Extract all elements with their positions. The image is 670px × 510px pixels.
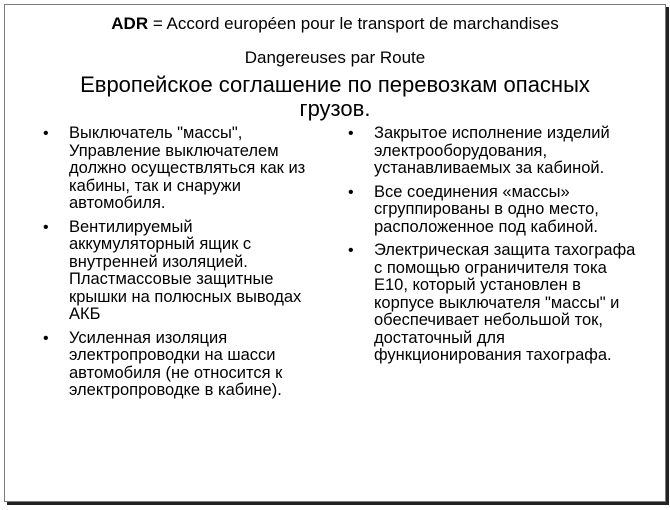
slide xyxy=(4,4,666,502)
right-bullet-list xyxy=(344,125,636,371)
list-item-text: Вентилируемый аккумуляторный ящик с внутренней изоляцией. Пластмассовые защитные крышки на полюсных выводах АКБ xyxy=(69,217,302,323)
list-item xyxy=(344,242,636,365)
list-item xyxy=(39,330,321,400)
bullet-icon: • xyxy=(348,183,354,201)
title-line-2: Dangereuses par Route xyxy=(244,48,426,67)
list-item xyxy=(344,125,636,178)
list-item-text: Выключатель "массы", Управление выключателем должно осуществляться как из кабины, так и снаружи автомобиля. xyxy=(69,124,306,212)
list-item-text: Усиленная изоляция электропроводки на шасси автомобиля (не относится к электропроводке в кабине). xyxy=(69,328,283,399)
title-line-1-text: = Accord européen pour le transport de marchandises xyxy=(148,14,559,33)
bullet-icon: • xyxy=(43,218,49,236)
list-item xyxy=(344,184,636,237)
list-item-text: Электрическая защита тахографа с помощью ограничителя тока E10, который установлен в корпусе выключателя "массы" и обеспечивает небольшой ток, достаточный для функционирования тахографа. xyxy=(374,241,636,364)
list-item xyxy=(39,125,321,213)
bullet-icon: • xyxy=(348,242,354,259)
bullet-icon: • xyxy=(43,329,49,347)
bullet-icon: • xyxy=(43,125,49,142)
title-abbr: ADR xyxy=(111,14,149,33)
title-russian: Европейское соглашение по перевозкам опасных грузов. xyxy=(80,72,590,121)
bullet-icon: • xyxy=(348,125,354,142)
list-item-text: Закрытое исполнение изделий электрооборудования, устанавливаемых за кабиной. xyxy=(374,124,610,177)
list-item-text: Все соединения «массы» сгруппированы в одно место, расположенное под кабиной. xyxy=(374,182,599,236)
list-item xyxy=(39,219,321,324)
left-bullet-list xyxy=(39,125,321,406)
title-line-1 xyxy=(5,13,665,35)
